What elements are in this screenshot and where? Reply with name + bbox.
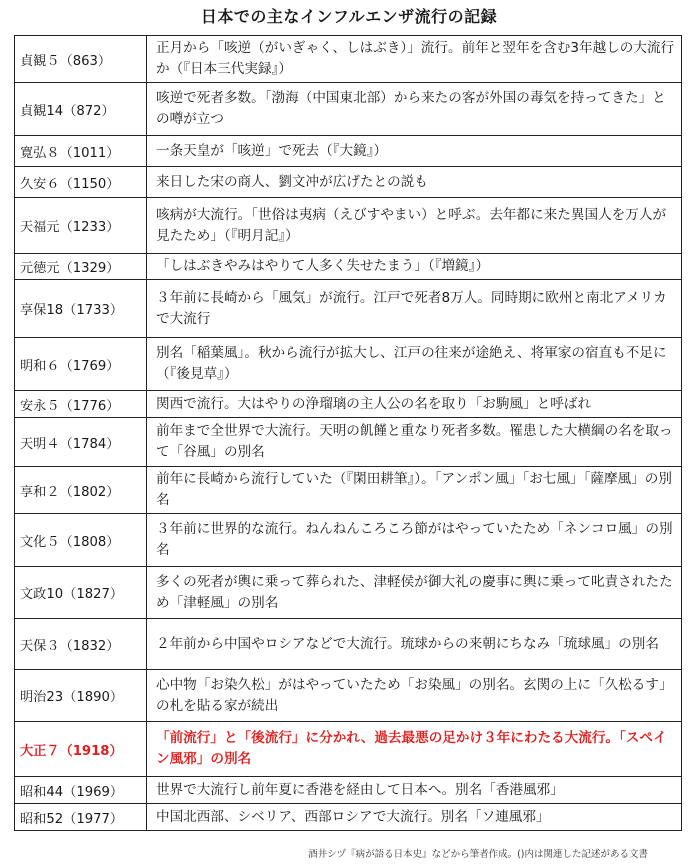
table-row bbox=[15, 418, 682, 467]
event-cell: ２年前から中国やロシアなどで大流行。琉球からの来朝にちなみ「琉球風」の別名 bbox=[147, 619, 682, 670]
era-cell: 久安６（1150） bbox=[15, 167, 147, 198]
table-row bbox=[15, 280, 682, 338]
event-cell: 正月から「咳逆（がいぎゃく、しはぶき）」流行。前年と翌年を含む3年越しの大流行か（『日本三代実録』） bbox=[147, 36, 682, 83]
era-cell: 貞観14（872） bbox=[15, 83, 147, 136]
era-cell: 安永５（1776） bbox=[15, 391, 147, 418]
event-cell: 咳病が大流行。「世俗は夷病（えびすやまい）と呼ぶ。去年都に来た異国人を万人が見たため」（『明月記』） bbox=[147, 198, 682, 254]
event-cell: 多くの死者が輿に乗って葬られた、津軽侯が御大礼の慶事に輿に乗って叱責されたため「津軽風」の別名 bbox=[147, 567, 682, 619]
table-row bbox=[15, 254, 682, 280]
era-cell: 天福元（1233） bbox=[15, 198, 147, 254]
event-cell: 関西で流行。大はやりの浄瑠璃の主人公の名を取り「お駒風」と呼ばれ bbox=[147, 391, 682, 418]
era-cell: 明和６（1769） bbox=[15, 338, 147, 391]
era-cell: 昭和52（1977） bbox=[15, 804, 147, 831]
event-cell: 前年に長崎から流行していた（『閑田耕筆』）。「アンポン風」「お七風」「薩摩風」の別名 bbox=[147, 467, 682, 514]
event-cell: 咳逆で死者多数。「渤海（中国東北部）から来たの客が外国の毒気を持ってきた」との噂が立つ bbox=[147, 83, 682, 136]
event-cell: 心中物「お染久松」がはやっていたため「お染風」の別名。玄関の上に「久松るす」の札を貼る家が続出 bbox=[147, 670, 682, 722]
table-row bbox=[15, 514, 682, 567]
event-cell: 一条天皇が「咳逆」で死去（『大鏡』） bbox=[147, 136, 682, 167]
event-cell: 前年まで全世界で大流行。天明の飢饉と重なり死者多数。罹患した大横綱の名を取って「谷風」の別名 bbox=[147, 418, 682, 467]
table-row bbox=[15, 391, 682, 418]
table-row bbox=[15, 670, 682, 722]
source-footnote: 酒井シヅ『病が語る日本史』などから筆者作成。()内は関連した記述がある文書 bbox=[308, 849, 648, 860]
table-row bbox=[15, 777, 682, 804]
era-cell: 明治23（1890） bbox=[15, 670, 147, 722]
influenza-record-table bbox=[14, 35, 682, 831]
era-cell: 大正７（1918） bbox=[15, 722, 147, 777]
page-title: 日本での主なインフルエンザ流行の記録 bbox=[200, 7, 498, 26]
era-cell: 文政10（1827） bbox=[15, 567, 147, 619]
era-cell: 昭和44（1969） bbox=[15, 777, 147, 804]
event-cell: 世界で大流行し前年夏に香港を経由して日本へ。別名「香港風邪」 bbox=[147, 777, 682, 804]
era-cell: 天保３（1832） bbox=[15, 619, 147, 670]
event-cell: 来日した宋の商人、劉文冲が広げたとの説も bbox=[147, 167, 682, 198]
era-cell: 貞観５（863） bbox=[15, 36, 147, 83]
table-row bbox=[15, 338, 682, 391]
table-row bbox=[15, 567, 682, 619]
table-row bbox=[15, 83, 682, 136]
table-row bbox=[15, 198, 682, 254]
event-cell: 「しはぶきやみはやりて人多く失せたまう」（『増鏡』） bbox=[147, 254, 682, 280]
table-row bbox=[15, 136, 682, 167]
table-row bbox=[15, 36, 682, 83]
event-cell: ３年前に世界的な流行。ねんねんころころ節がはやっていたため「ネンコロ風」の別名 bbox=[147, 514, 682, 567]
table-row bbox=[15, 804, 682, 831]
era-cell: 享保18（1733） bbox=[15, 280, 147, 338]
era-cell: 寛弘８（1011） bbox=[15, 136, 147, 167]
table-body bbox=[15, 36, 682, 831]
era-cell: 文化５（1808） bbox=[15, 514, 147, 567]
table-row bbox=[15, 167, 682, 198]
table-row bbox=[15, 467, 682, 514]
event-cell: ３年前に長崎から「風気」が流行。江戸で死者8万人。同時期に欧州と南北アメリカで大流行 bbox=[147, 280, 682, 338]
table-row bbox=[15, 619, 682, 670]
era-cell: 元徳元（1329） bbox=[15, 254, 147, 280]
table-row-highlight bbox=[15, 722, 682, 777]
event-cell: 中国北西部、シベリア、西部ロシアで大流行。別名「ソ連風邪」 bbox=[147, 804, 682, 831]
event-cell: 「前流行」と「後流行」に分かれ、過去最悪の足かけ３年にわたる大流行。「スペイン風邪」の別名 bbox=[147, 722, 682, 777]
event-cell: 別名「稲葉風」。秋から流行が拡大し、江戸の往来が途絶え、将軍家の宿直も不足に（『後見草』） bbox=[147, 338, 682, 391]
era-cell: 享和２（1802） bbox=[15, 467, 147, 514]
era-cell: 天明４（1784） bbox=[15, 418, 147, 467]
